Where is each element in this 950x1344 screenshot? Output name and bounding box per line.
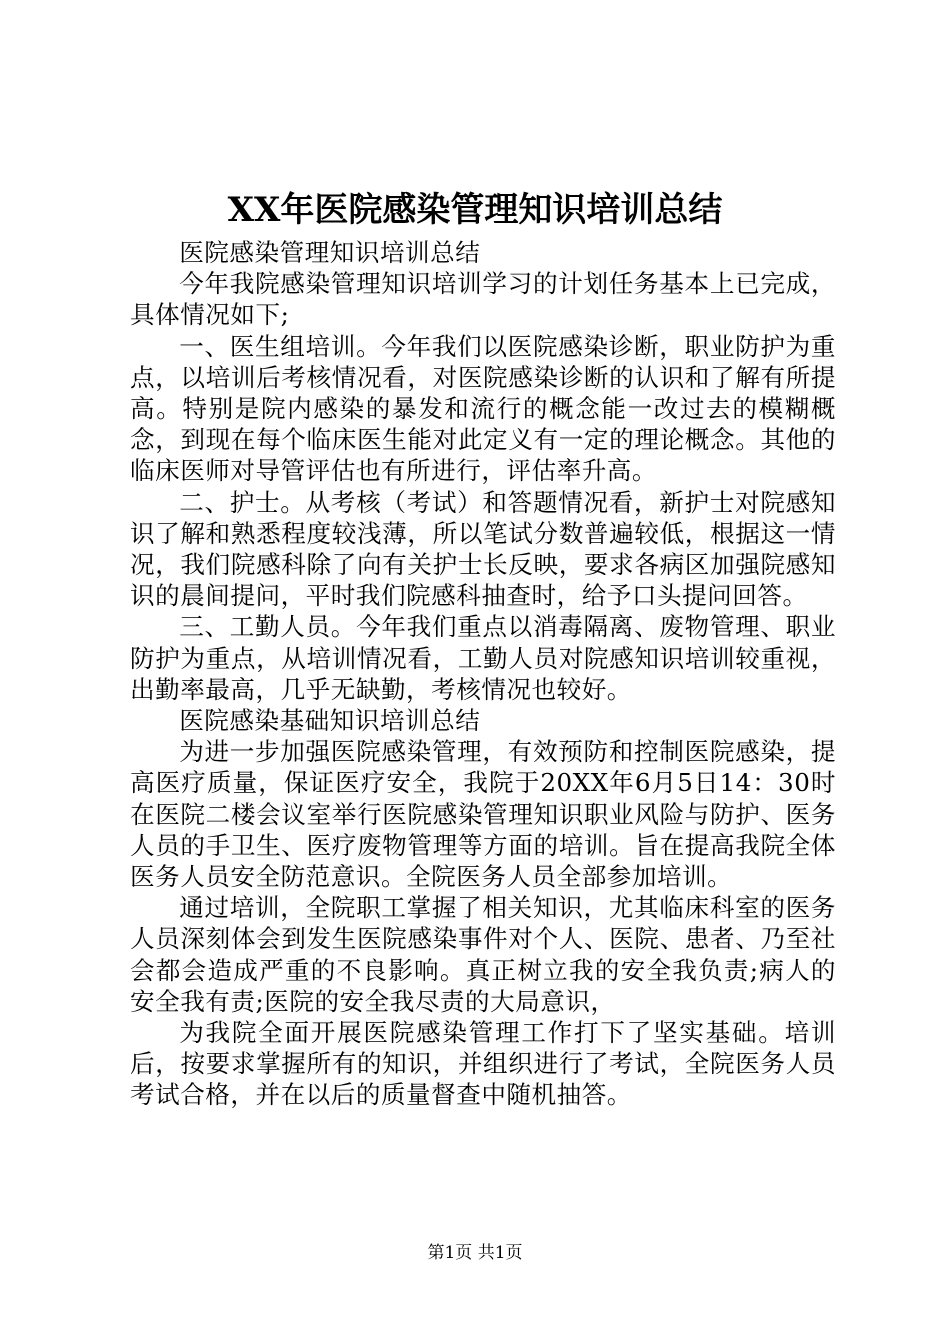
paragraph-intro: 今年我院感染管理知识培训学习的计划任务基本上已完成，具体情况如下; <box>130 269 836 330</box>
paragraph-nurses: 二、护士。从考核（考试）和答题情况看，新护士对院感知识了解和熟悉程度较浅薄，所以笔试分数普遍较低，根据这一情况，我们院感科除了向有关护士长反映，要求各病区加强院感知识的晨间提问，平时我们院感科抽查时，给予口头提问回答。 <box>130 487 836 611</box>
document-body <box>130 237 836 1111</box>
paragraph-subtitle-1: 医院感染管理知识培训总结 <box>179 238 481 267</box>
paragraph-workers: 三、工勤人员。今年我们重点以消毒隔离、废物管理、职业防护为重点，从培训情况看，工勤人员对院感知识培训较重视，出勤率最高，几乎无缺勤，考核情况也较好。 <box>130 612 836 704</box>
paragraph-doctors: 一、医生组培训。今年我们以医院感染诊断，职业防护为重点，以培训后考核情况看，对医院感染诊断的认识和了解有所提高。特别是院内感染的暴发和流行的概念能一改过去的模糊概念，到现在每个临床医生能对此定义有一定的理论概念。其他的临床医师对导管评估也有所进行，评估率升高。 <box>130 331 836 486</box>
paragraph-training-event: 为进一步加强医院感染管理，有效预防和控制医院感染，提高医疗质量，保证医疗安全，我院于20XX年6月5日14：30时在医院二楼会议室举行医院感染管理知识职业风险与防护、医务人员的手卫生、医疗废物管理等方面的培训。旨在提高我院全体医务人员安全防范意识。全院医务人员全部参加培训。 <box>130 737 836 892</box>
paragraph-training-result: 通过培训，全院职工掌握了相关知识，尤其临床科室的医务人员深刻体会到发生医院感染事件对个人、医院、患者、乃至社会都会造成严重的不良影响。真正树立我的安全我负责;病人的安全我有责;医院的安全我尽责的大局意识， <box>130 893 836 1016</box>
paragraph-subtitle-2: 医院感染基础知识培训总结 <box>179 706 481 736</box>
paragraph-conclusion: 为我院全面开展医院感染管理工作打下了坚实基础。培训后，按要求掌握所有的知识，并组织进行了考试，全院医务人员考试合格，并在以后的质量督查中随机抽答。 <box>130 1018 836 1110</box>
page-number-footer: 第1页 共1页 <box>427 1243 523 1263</box>
document-title: XX年医院感染管理知识培训总结 <box>227 190 723 230</box>
